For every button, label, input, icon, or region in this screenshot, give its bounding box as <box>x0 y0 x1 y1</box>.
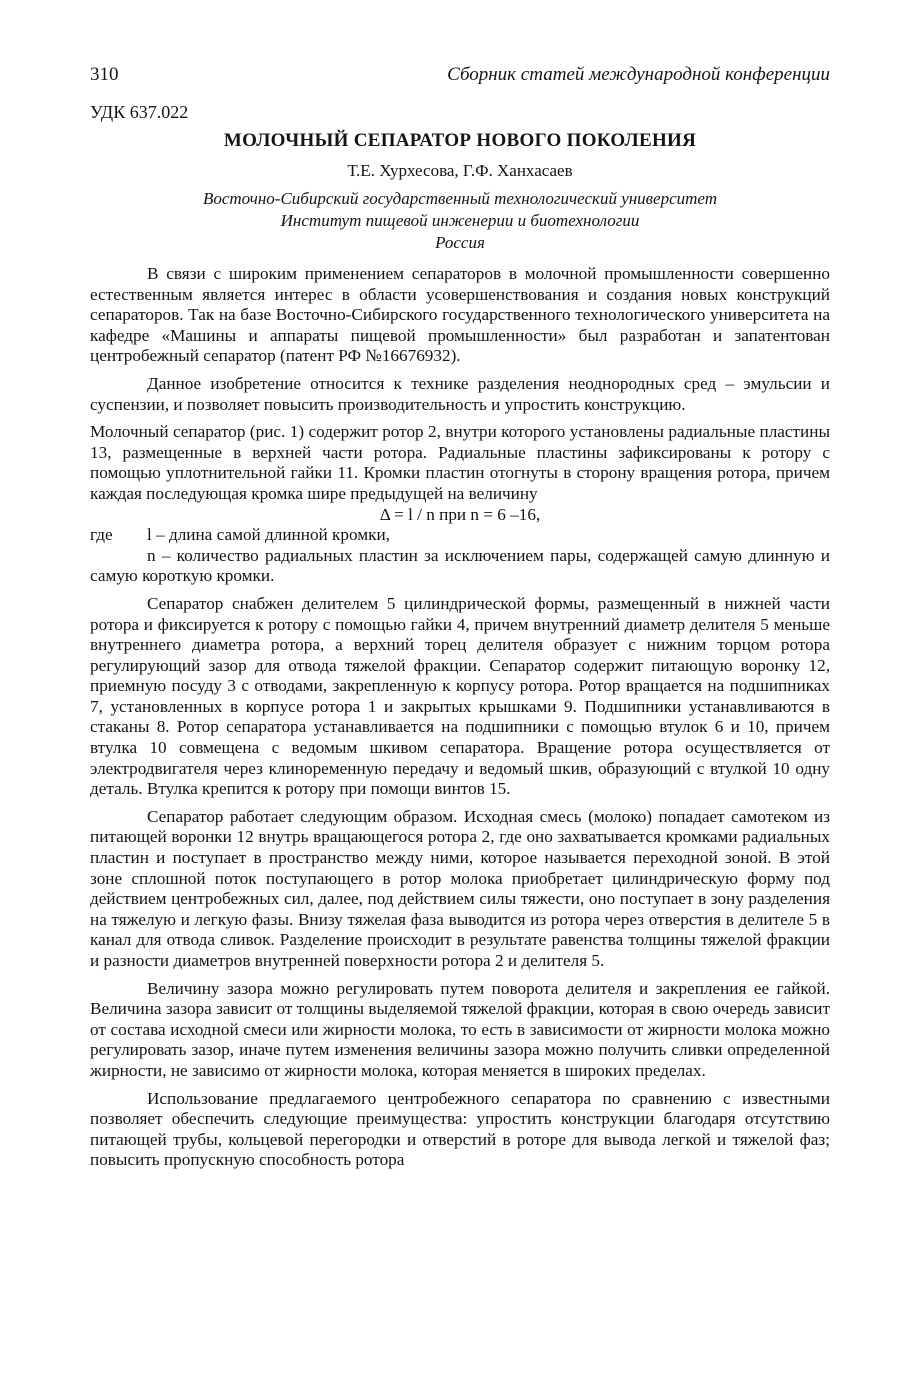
affiliation-university: Восточно-Сибирский государственный технологический университет <box>202 189 718 208</box>
paragraph-divider: Сепаратор снабжен делителем 5 цилиндрической формы, размещенный в нижней части ротора и фиксируется к ротору с помощью гайки 4, причем внутренний диаметр делителя 5 меньше внутреннего диаметра ротора, а верхний торец делителя образует с нижним торцом ротора регулирующий зазор для отвода тяжелой фракции. Сепаратор содержит питающую воронку 12, приемную посуду 3 с отводами, закрепленную к корпусу ротора. Ротор вращается на подшипниках 7, установленных в корпусе ротора 1 и закрытых крышками 9. Подшипники устанавливаются в стаканы 8. Ротор сепаратора устанавливается на подшипники с помощью втулок 6 и 10, причем втулка 10 совмещена с ведомым шкивом сепаратора. Вращение ротора осуществляется от электродвигателя через клиноременную передачу и ведомый шкив, образующий с втулкой 10 одну деталь. Втулка крепится к ротору при помощи винтов 15. <box>90 593 830 799</box>
n-definition: n – количество радиальных пластин за исключением пары, содержащей самую длинную и самую короткую кромки. <box>90 545 830 586</box>
affiliation-institute: Институт пищевой инженерии и биотехнологии <box>280 211 640 230</box>
article-body <box>90 264 830 1171</box>
where-word: где <box>90 525 113 545</box>
article-title: МОЛОЧНЫЙ СЕПАРАТОР НОВОГО ПОКОЛЕНИЯ <box>223 130 697 151</box>
article-authors: Т.Е. Хурхесова, Г.Ф. Ханхасаев <box>347 161 573 180</box>
paragraph-advantages: Использование предлагаемого центробежного сепаратора по сравнению с известными позволяет обеспечить следующие преимущества: упростить конструкции благодаря отсутствию питающей трубы, кольцевой перегородки и отверстий в роторе для вывода легкой и тяжелой фаз; повысить пропускную способность ротора <box>90 1088 830 1170</box>
l-definition: l – длина самой длинной кромки, <box>147 525 390 545</box>
formula: Δ = l / n при n = 6 –16, <box>379 504 541 524</box>
running-header <box>90 62 830 88</box>
paragraph-design: Молочный сепаратор (рис. 1) содержит ротор 2, внутри которого установлены радиальные пластины 13, размещенные в верхней части ротора. Радиальные пластины зафиксированы к ротору с помощью уплотнительной гайки 11. Кромки пластин отогнуты в сторону вращения ротора, причем каждая последующая кромка шире предыдущей на величину <box>90 422 830 503</box>
paragraph-operation: Сепаратор работает следующим образом. Исходная смесь (молоко) попадает самотеком из питающей воронки 12 внутрь вращающегося ротора 2, где оно захватывается кромками радиальных пластин и поступает в пространство между ними, которое называется переходной зоной. В этой зоне сплошной поток поступающего в ротор молока приобретает цилиндрическую форму под действием центробежных сил, далее, под действием силы тяжести, оно поступает в зону разделения на тяжелую и легкую фазы. Внизу тяжелая фаза выводится из ротора через отверстия в делителе 5 в канал для отвода сливок. Разделение происходит в результате равенства толщины тяжелой фракции и разности диаметров внутренней поверхности ротора 2 и делителя 5. <box>90 806 830 970</box>
affiliation-country: Россия <box>435 233 485 252</box>
paragraph-gap-adjust: Величину зазора можно регулировать путем поворота делителя и закрепления ее гайкой. Величина зазора зависит от толщины выделяемой тяжелой фракции, которая в свою очередь зависит от состава исходной смеси или жирности молока, то есть в зависимости от жирности молока можно регулировать зазор, иначе путем изменения величины зазора можно получить сливки определенной жирности, не зависимо от жирности молока, которая меняется в широких пределах. <box>90 978 830 1080</box>
document-page <box>90 62 830 1178</box>
paragraph-intro: В связи с широким применением сепараторов в молочной промышленности совершенно естественным является интерес в области усовершенствования и создания новых конструкций сепараторов. Так на базе Восточно-Сибирского государственного технологического университета на кафедре «Машины и аппараты пищевой промышленности» был разработан и запатентован центробежный сепаратор (патент РФ №16676932). <box>90 264 830 366</box>
journal-title: Сборник статей международной конференции <box>447 64 830 85</box>
affiliation-block <box>90 188 830 254</box>
where-l-definition <box>90 525 830 546</box>
page-number: 310 <box>90 64 119 85</box>
udk-code: УДК 637.022 <box>90 102 189 122</box>
paragraph-invention: Данное изобретение относится к технике разделения неоднородных сред – эмульсии и суспензии, и позволяет повысить производительность и упростить конструкцию. <box>90 373 830 414</box>
